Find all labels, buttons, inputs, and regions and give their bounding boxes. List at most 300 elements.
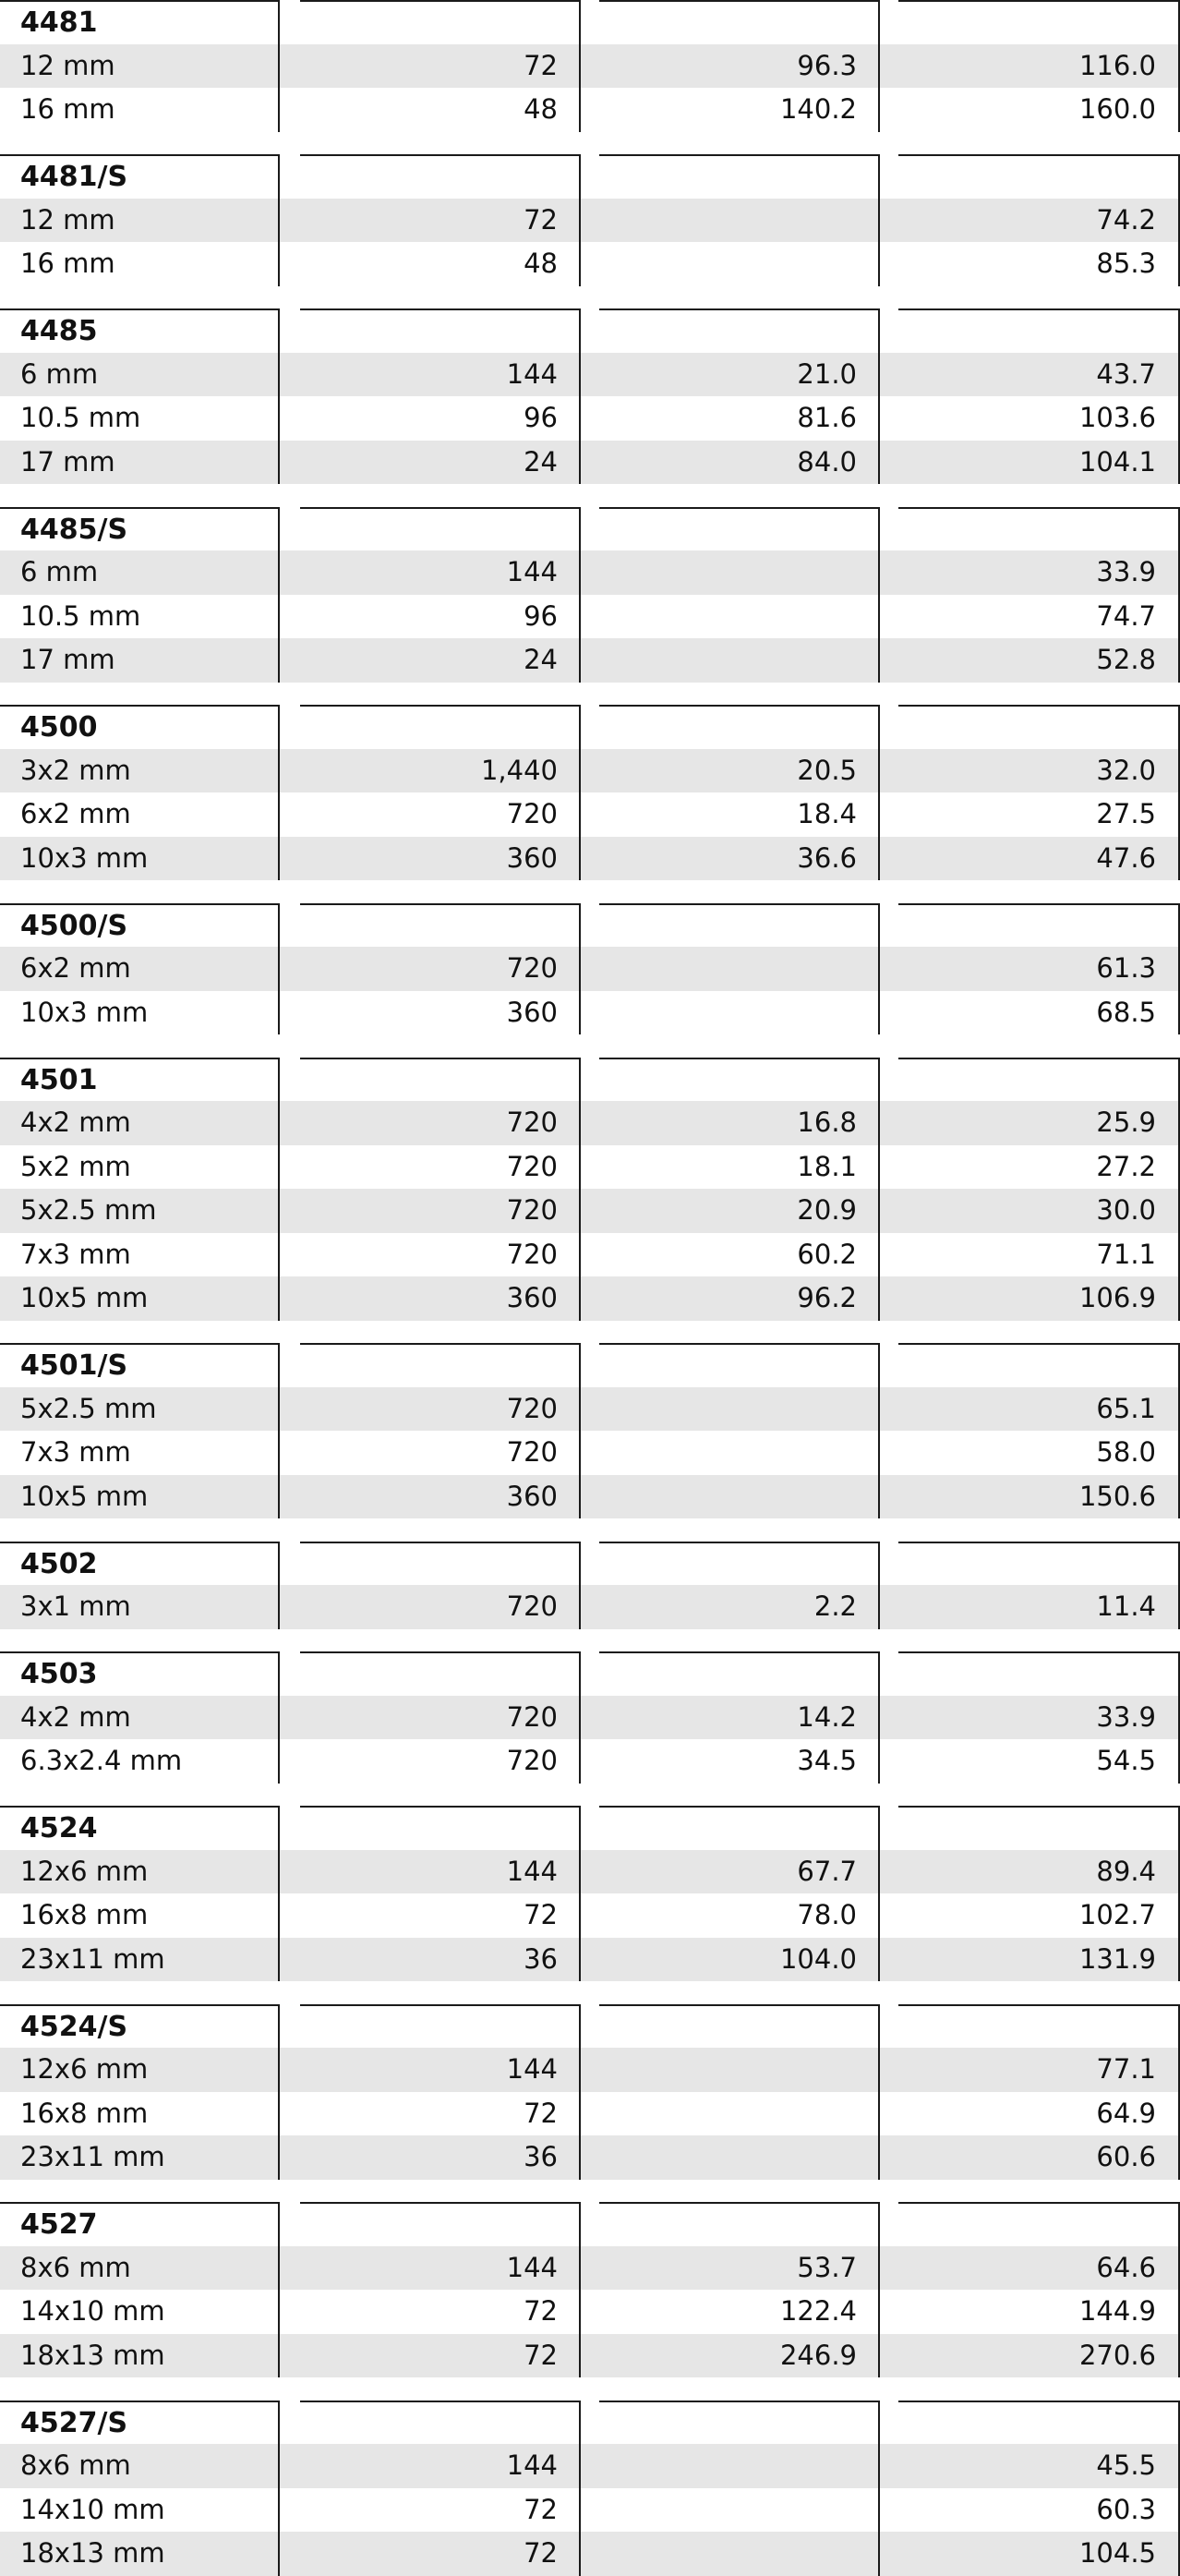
product-group bbox=[0, 154, 1180, 286]
end-value: 144.9 bbox=[1078, 2295, 1156, 2327]
quantity-value: 720 bbox=[506, 1392, 558, 1424]
product-code: 4481 bbox=[20, 6, 98, 39]
quantity-value: 48 bbox=[524, 248, 558, 279]
table-row bbox=[0, 1696, 1180, 1740]
size-label: 5x2.5 mm bbox=[20, 1194, 157, 1226]
end-value: 30.0 bbox=[1096, 1194, 1156, 1226]
column-top-rule bbox=[599, 1058, 878, 1059]
column-top-rule bbox=[300, 154, 579, 156]
size-label: 10.5 mm bbox=[20, 402, 141, 433]
product-code: 4527 bbox=[20, 2208, 98, 2241]
column-divider bbox=[579, 1542, 581, 1629]
table-row bbox=[0, 1938, 1180, 1982]
quantity-value: 72 bbox=[524, 2493, 558, 2525]
quantity-value: 720 bbox=[506, 1745, 558, 1776]
quantity-value: 72 bbox=[524, 2295, 558, 2327]
column-top-rule bbox=[599, 2202, 878, 2204]
table-row bbox=[0, 88, 1180, 132]
column-top-rule bbox=[300, 2202, 579, 2204]
column-divider bbox=[579, 0, 581, 132]
middle-value: 104.0 bbox=[779, 1942, 857, 1975]
table-row bbox=[0, 2048, 1180, 2092]
column-top-rule bbox=[300, 1542, 579, 1543]
table-row bbox=[0, 595, 1180, 639]
column-top-rule bbox=[300, 308, 579, 310]
column-divider bbox=[878, 154, 880, 286]
column-top-rule bbox=[0, 705, 278, 707]
quantity-value: 720 bbox=[506, 1590, 558, 1622]
quantity-value: 720 bbox=[506, 1107, 558, 1138]
column-divider bbox=[579, 1651, 581, 1784]
size-label: 8x6 mm bbox=[20, 2449, 131, 2481]
product-group bbox=[0, 2004, 1180, 2180]
table-row bbox=[0, 1893, 1180, 1938]
end-value: 61.3 bbox=[1096, 952, 1156, 984]
end-value: 104.5 bbox=[1078, 2537, 1156, 2569]
table-row bbox=[0, 242, 1180, 286]
product-group bbox=[0, 1651, 1180, 1784]
column-top-rule bbox=[599, 154, 878, 156]
column-divider bbox=[278, 705, 280, 880]
product-code: 4481/S bbox=[20, 161, 128, 193]
column-top-rule bbox=[0, 507, 278, 509]
column-top-rule bbox=[0, 1651, 278, 1653]
end-value: 54.5 bbox=[1096, 1745, 1156, 1776]
column-divider bbox=[579, 1806, 581, 1981]
quantity-value: 96 bbox=[524, 402, 558, 433]
product-group bbox=[0, 2401, 1180, 2576]
column-divider bbox=[579, 2004, 581, 2180]
quantity-value: 720 bbox=[506, 1436, 558, 1468]
size-label: 10.5 mm bbox=[20, 599, 141, 632]
column-top-rule bbox=[0, 1343, 278, 1345]
size-label: 12 mm bbox=[20, 49, 115, 81]
column-divider bbox=[278, 1343, 280, 1518]
middle-value: 246.9 bbox=[779, 2339, 857, 2371]
table-row bbox=[0, 1276, 1180, 1321]
column-top-rule bbox=[0, 903, 278, 905]
size-label: 16 mm bbox=[20, 93, 115, 125]
column-top-rule bbox=[599, 903, 878, 905]
size-label: 14x10 mm bbox=[20, 2493, 165, 2525]
column-top-rule bbox=[0, 308, 278, 310]
column-divider bbox=[878, 1343, 880, 1518]
size-label: 17 mm bbox=[20, 445, 115, 478]
quantity-value: 72 bbox=[524, 2339, 558, 2371]
column-divider bbox=[579, 308, 581, 484]
column-top-rule bbox=[0, 1058, 278, 1059]
end-value: 89.4 bbox=[1096, 1855, 1156, 1887]
middle-value: 84.0 bbox=[797, 445, 857, 478]
column-divider bbox=[579, 1343, 581, 1518]
size-label: 23x11 mm bbox=[20, 1942, 165, 1975]
table-row bbox=[0, 2246, 1180, 2291]
end-value: 65.1 bbox=[1096, 1392, 1156, 1424]
end-value: 60.3 bbox=[1096, 2493, 1156, 2525]
end-value: 104.1 bbox=[1078, 445, 1156, 478]
middle-value: 53.7 bbox=[797, 2251, 857, 2283]
middle-value: 16.8 bbox=[797, 1107, 857, 1138]
quantity-value: 720 bbox=[506, 1150, 558, 1182]
quantity-value: 360 bbox=[506, 1480, 558, 1512]
quantity-value: 72 bbox=[524, 2097, 558, 2129]
end-value: 27.5 bbox=[1096, 798, 1156, 829]
product-code: 4524/S bbox=[20, 2010, 128, 2043]
end-value: 131.9 bbox=[1078, 1942, 1156, 1975]
column-top-rule bbox=[300, 1343, 579, 1345]
size-label: 6x2 mm bbox=[20, 952, 131, 984]
end-value: 85.3 bbox=[1096, 248, 1156, 279]
middle-value: 20.5 bbox=[797, 754, 857, 786]
quantity-value: 720 bbox=[506, 1700, 558, 1733]
end-value: 106.9 bbox=[1078, 1282, 1156, 1313]
quantity-value: 96 bbox=[524, 599, 558, 632]
table-row bbox=[0, 2444, 1180, 2488]
column-top-rule bbox=[599, 2004, 878, 2006]
column-top-rule bbox=[0, 1806, 278, 1808]
table-row bbox=[0, 2135, 1180, 2180]
column-top-rule bbox=[0, 2202, 278, 2204]
product-group bbox=[0, 1542, 1180, 1629]
end-value: 150.6 bbox=[1078, 1480, 1156, 1512]
middle-value: 78.0 bbox=[797, 1899, 857, 1930]
end-value: 45.5 bbox=[1096, 2449, 1156, 2481]
end-value: 25.9 bbox=[1096, 1107, 1156, 1138]
size-label: 10x3 mm bbox=[20, 996, 149, 1028]
column-top-rule bbox=[898, 2202, 1180, 2204]
table-row bbox=[0, 1585, 1180, 1629]
column-top-rule bbox=[300, 507, 579, 509]
product-group bbox=[0, 0, 1180, 132]
product-group bbox=[0, 1806, 1180, 1981]
column-divider bbox=[878, 2004, 880, 2180]
end-value: 77.1 bbox=[1096, 2053, 1156, 2085]
column-top-rule bbox=[898, 1343, 1180, 1345]
column-top-rule bbox=[599, 308, 878, 310]
quantity-value: 360 bbox=[506, 1282, 558, 1313]
table-row bbox=[0, 1739, 1180, 1784]
column-top-rule bbox=[898, 2401, 1180, 2402]
size-label: 16x8 mm bbox=[20, 1899, 149, 1930]
end-value: 160.0 bbox=[1078, 93, 1156, 125]
middle-value: 18.1 bbox=[797, 1150, 857, 1182]
product-code: 4502 bbox=[20, 1547, 98, 1580]
size-label: 7x3 mm bbox=[20, 1238, 131, 1270]
product-group bbox=[0, 705, 1180, 880]
middle-value: 14.2 bbox=[797, 1700, 857, 1733]
size-label: 7x3 mm bbox=[20, 1436, 131, 1468]
column-divider bbox=[579, 154, 581, 286]
column-top-rule bbox=[300, 2004, 579, 2006]
end-value: 71.1 bbox=[1096, 1238, 1156, 1270]
product-group bbox=[0, 308, 1180, 484]
quantity-value: 144 bbox=[506, 2449, 558, 2481]
table-row bbox=[0, 1233, 1180, 1277]
column-divider bbox=[878, 507, 880, 683]
column-divider bbox=[579, 507, 581, 683]
middle-value: 140.2 bbox=[779, 93, 857, 125]
size-label: 8x6 mm bbox=[20, 2251, 131, 2283]
column-top-rule bbox=[898, 1542, 1180, 1543]
end-value: 60.6 bbox=[1096, 2141, 1156, 2172]
column-divider bbox=[878, 2401, 880, 2576]
column-divider bbox=[878, 1058, 880, 1321]
end-value: 33.9 bbox=[1096, 1700, 1156, 1733]
end-value: 74.2 bbox=[1096, 203, 1156, 236]
column-divider bbox=[278, 1806, 280, 1981]
column-divider bbox=[878, 308, 880, 484]
table-row bbox=[0, 1145, 1180, 1190]
column-divider bbox=[278, 308, 280, 484]
quantity-value: 720 bbox=[506, 798, 558, 829]
column-divider bbox=[878, 0, 880, 132]
end-value: 27.2 bbox=[1096, 1150, 1156, 1182]
column-divider bbox=[878, 903, 880, 1035]
table-row bbox=[0, 2092, 1180, 2136]
product-code: 4500/S bbox=[20, 909, 128, 942]
size-label: 23x11 mm bbox=[20, 2141, 165, 2172]
table-row bbox=[0, 749, 1180, 793]
table-row bbox=[0, 353, 1180, 397]
size-label: 12x6 mm bbox=[20, 2053, 149, 2085]
column-top-rule bbox=[898, 903, 1180, 905]
column-top-rule bbox=[898, 0, 1180, 2]
end-value: 11.4 bbox=[1096, 1590, 1156, 1622]
table-row bbox=[0, 1189, 1180, 1233]
table-row bbox=[0, 1101, 1180, 1145]
middle-value: 36.6 bbox=[797, 841, 857, 874]
column-divider bbox=[878, 705, 880, 880]
column-top-rule bbox=[0, 2401, 278, 2402]
size-label: 5x2 mm bbox=[20, 1150, 131, 1182]
size-label: 10x3 mm bbox=[20, 841, 149, 874]
product-code: 4524 bbox=[20, 1812, 98, 1844]
quantity-value: 144 bbox=[506, 556, 558, 587]
end-value: 68.5 bbox=[1096, 996, 1156, 1028]
column-divider bbox=[579, 1058, 581, 1321]
column-top-rule bbox=[599, 2401, 878, 2402]
size-label: 6 mm bbox=[20, 556, 99, 587]
quantity-value: 36 bbox=[524, 1942, 558, 1975]
end-value: 102.7 bbox=[1078, 1899, 1156, 1930]
column-divider bbox=[278, 903, 280, 1035]
table-row bbox=[0, 991, 1180, 1035]
quantity-value: 72 bbox=[524, 49, 558, 81]
product-group bbox=[0, 2202, 1180, 2377]
end-value: 270.6 bbox=[1078, 2339, 1156, 2371]
product-code: 4501/S bbox=[20, 1349, 128, 1382]
end-value: 47.6 bbox=[1096, 841, 1156, 874]
size-label: 18x13 mm bbox=[20, 2339, 165, 2371]
size-label: 10x5 mm bbox=[20, 1480, 149, 1512]
product-group bbox=[0, 903, 1180, 1035]
product-code: 4485/S bbox=[20, 513, 128, 546]
column-divider bbox=[579, 2401, 581, 2576]
size-label: 16 mm bbox=[20, 248, 115, 279]
middle-value: 122.4 bbox=[779, 2295, 857, 2327]
end-value: 116.0 bbox=[1078, 49, 1156, 81]
quantity-value: 72 bbox=[524, 1899, 558, 1930]
column-top-rule bbox=[300, 2401, 579, 2402]
column-top-rule bbox=[898, 1651, 1180, 1653]
quantity-value: 144 bbox=[506, 2251, 558, 2283]
column-top-rule bbox=[898, 705, 1180, 707]
table-row bbox=[0, 792, 1180, 837]
column-top-rule bbox=[898, 308, 1180, 310]
column-top-rule bbox=[898, 1058, 1180, 1059]
middle-value: 60.2 bbox=[797, 1238, 857, 1270]
column-top-rule bbox=[599, 1542, 878, 1543]
quantity-value: 24 bbox=[524, 445, 558, 478]
quantity-value: 144 bbox=[506, 1855, 558, 1887]
middle-value: 21.0 bbox=[797, 357, 857, 390]
column-top-rule bbox=[599, 0, 878, 2]
column-divider bbox=[878, 1542, 880, 1629]
quantity-value: 360 bbox=[506, 841, 558, 874]
table-row bbox=[0, 44, 1180, 89]
column-divider bbox=[278, 2202, 280, 2377]
product-code: 4503 bbox=[20, 1658, 98, 1690]
quantity-value: 144 bbox=[506, 357, 558, 390]
table-row bbox=[0, 199, 1180, 243]
middle-value: 96.3 bbox=[797, 49, 857, 81]
column-divider bbox=[278, 2401, 280, 2576]
table-row bbox=[0, 2532, 1180, 2576]
end-value: 32.0 bbox=[1096, 754, 1156, 786]
middle-value: 20.9 bbox=[797, 1194, 857, 1226]
size-label: 5x2.5 mm bbox=[20, 1392, 157, 1424]
quantity-value: 72 bbox=[524, 203, 558, 236]
size-label: 18x13 mm bbox=[20, 2537, 165, 2569]
column-top-rule bbox=[300, 1651, 579, 1653]
table-row bbox=[0, 2334, 1180, 2378]
product-group bbox=[0, 1058, 1180, 1321]
column-divider bbox=[278, 507, 280, 683]
column-divider bbox=[579, 705, 581, 880]
column-top-rule bbox=[898, 1806, 1180, 1808]
column-divider bbox=[278, 0, 280, 132]
quantity-value: 48 bbox=[524, 93, 558, 125]
column-top-rule bbox=[300, 0, 579, 2]
quantity-value: 24 bbox=[524, 644, 558, 675]
column-top-rule bbox=[898, 2004, 1180, 2006]
column-divider bbox=[278, 154, 280, 286]
column-top-rule bbox=[599, 705, 878, 707]
table-row bbox=[0, 837, 1180, 881]
column-divider bbox=[278, 1651, 280, 1784]
table-row bbox=[0, 550, 1180, 595]
size-label: 3x2 mm bbox=[20, 754, 131, 786]
middle-value: 18.4 bbox=[797, 798, 857, 829]
product-group bbox=[0, 507, 1180, 683]
column-divider bbox=[278, 1058, 280, 1321]
size-label: 12x6 mm bbox=[20, 1855, 149, 1887]
column-divider bbox=[579, 903, 581, 1035]
table-row bbox=[0, 441, 1180, 485]
end-value: 33.9 bbox=[1096, 556, 1156, 587]
quantity-value: 720 bbox=[506, 952, 558, 984]
size-label: 4x2 mm bbox=[20, 1700, 131, 1733]
middle-value: 34.5 bbox=[797, 1745, 857, 1776]
column-top-rule bbox=[300, 1058, 579, 1059]
column-top-rule bbox=[300, 903, 579, 905]
middle-value: 67.7 bbox=[797, 1855, 857, 1887]
end-value: 64.9 bbox=[1096, 2097, 1156, 2129]
size-label: 6.3x2.4 mm bbox=[20, 1745, 183, 1776]
product-code: 4485 bbox=[20, 315, 98, 347]
size-label: 4x2 mm bbox=[20, 1107, 131, 1138]
end-value: 74.7 bbox=[1096, 599, 1156, 632]
column-divider bbox=[579, 2202, 581, 2377]
column-top-rule bbox=[0, 1542, 278, 1543]
column-divider bbox=[878, 2202, 880, 2377]
product-group bbox=[0, 1343, 1180, 1518]
quantity-value: 720 bbox=[506, 1194, 558, 1226]
table-row bbox=[0, 2488, 1180, 2533]
size-label: 6 mm bbox=[20, 357, 99, 390]
end-value: 64.6 bbox=[1096, 2251, 1156, 2283]
column-top-rule bbox=[599, 507, 878, 509]
quantity-value: 36 bbox=[524, 2141, 558, 2172]
size-label: 3x1 mm bbox=[20, 1590, 131, 1622]
quantity-value: 72 bbox=[524, 2537, 558, 2569]
middle-value: 81.6 bbox=[797, 402, 857, 433]
column-top-rule bbox=[898, 507, 1180, 509]
column-divider bbox=[278, 1542, 280, 1629]
table-row bbox=[0, 1850, 1180, 1894]
size-label: 6x2 mm bbox=[20, 798, 131, 829]
table-row bbox=[0, 1431, 1180, 1475]
column-top-rule bbox=[599, 1343, 878, 1345]
column-top-rule bbox=[898, 154, 1180, 156]
quantity-value: 360 bbox=[506, 996, 558, 1028]
end-value: 103.6 bbox=[1078, 402, 1156, 433]
column-top-rule bbox=[0, 0, 278, 2]
table-row bbox=[0, 1387, 1180, 1432]
column-top-rule bbox=[0, 2004, 278, 2006]
quantity-value: 144 bbox=[506, 2053, 558, 2085]
column-divider bbox=[278, 2004, 280, 2180]
product-code: 4527/S bbox=[20, 2406, 128, 2439]
product-code: 4500 bbox=[20, 711, 98, 744]
table-row bbox=[0, 396, 1180, 441]
table-row bbox=[0, 2290, 1180, 2334]
end-value: 43.7 bbox=[1096, 357, 1156, 390]
column-top-rule bbox=[300, 705, 579, 707]
end-value: 58.0 bbox=[1096, 1436, 1156, 1468]
column-top-rule bbox=[0, 154, 278, 156]
size-label: 16x8 mm bbox=[20, 2097, 149, 2129]
end-value: 52.8 bbox=[1096, 644, 1156, 675]
quantity-value: 1,440 bbox=[480, 754, 558, 786]
column-divider bbox=[878, 1651, 880, 1784]
table-row bbox=[0, 638, 1180, 683]
size-label: 10x5 mm bbox=[20, 1282, 149, 1313]
table-row bbox=[0, 947, 1180, 991]
quantity-value: 720 bbox=[506, 1238, 558, 1270]
product-code: 4501 bbox=[20, 1063, 98, 1096]
size-label: 14x10 mm bbox=[20, 2295, 165, 2327]
column-top-rule bbox=[300, 1806, 579, 1808]
size-label: 12 mm bbox=[20, 203, 115, 236]
column-divider bbox=[878, 1806, 880, 1981]
table-row bbox=[0, 1475, 1180, 1519]
middle-value: 2.2 bbox=[813, 1590, 857, 1622]
middle-value: 96.2 bbox=[797, 1282, 857, 1313]
size-label: 17 mm bbox=[20, 644, 115, 675]
column-top-rule bbox=[599, 1651, 878, 1653]
column-top-rule bbox=[599, 1806, 878, 1808]
